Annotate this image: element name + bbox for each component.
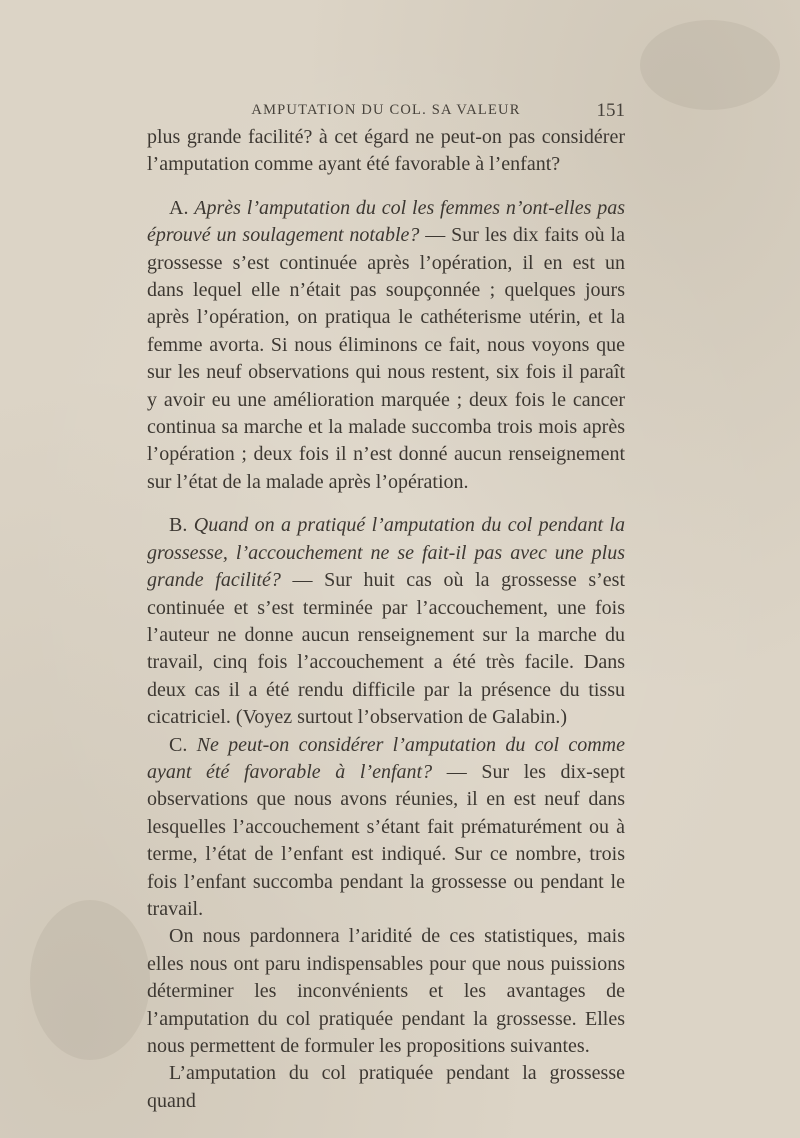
paragraph-section-c bbox=[147, 732, 625, 924]
text-run: — Sur les dix-sept observations que nous avons réunies, il en est neuf dans lesquelles l’accouchement s’étant fait prématurément ou à terme, l’état de l’enfant est indiqué. Sur ce nombre, trois fois l’enfant succomba pendant la grossesse ou pendant le travail. bbox=[147, 760, 625, 920]
paragraph-section-b bbox=[147, 512, 625, 731]
section-question: Ne peut-on considérer l’amputation du col comme ayant été favorable à l’enfant? bbox=[147, 733, 626, 783]
text-run: On nous pardonnera l’aridité de ces statistiques, mais elles nous ont paru indispensables pour que nous puissions déterminer les inconvénients et les avantages de l’amputation du col pratiquée pendant la grossesse. Elles nous permettent de formuler les propositions suivantes. bbox=[147, 925, 625, 1057]
running-title: AMPUTATION DU COL. SA VALEUR bbox=[251, 102, 521, 118]
text-run: — Sur huit cas où la grossesse s’est continuée et s’est terminée par l’accouchement, une fois l’auteur ne donne aucun renseignement sur la marche du travail, cinq fois l’accouchement a été très facile. Dans deux cas il a été rendu difficile par la présence du tissu cicatriciel. (Voyez surtout l’observation de Galabin.) bbox=[147, 569, 626, 729]
text-run: plus grande facilité? à cet égard ne peut-on pas considérer l’amputation comme ayant été favorable à l’enfant? bbox=[147, 126, 625, 176]
paper-stain bbox=[640, 20, 780, 110]
paragraph bbox=[147, 124, 625, 179]
paragraph bbox=[147, 923, 625, 1060]
text-run: — Sur les dix faits où la grossesse s’est continuée après l’opération, il en est un dans lequel elle n’était pas soupçonnée ; quelques jours après l’opération, on pratiqua le cathéterisme utérin, et la femme avorta. Si nous éliminons ce fait, nous voyons que sur les neuf observations qui nous restent, six fois il paraît y avoir eu une amélioration marquée ; deux fois le cancer continua sa marche et la malade succomba trois mois après l’opération ; deux fois il n’est donné aucun renseignement sur l’état de la malade après l’opération. bbox=[147, 224, 625, 493]
section-label: B. bbox=[169, 514, 194, 537]
body-text bbox=[147, 124, 625, 1115]
paragraph bbox=[147, 1060, 625, 1115]
paper-stain bbox=[30, 900, 150, 1060]
running-head bbox=[147, 100, 625, 124]
section-label: A. bbox=[169, 196, 195, 219]
section-question: Après l’amputation du col les femmes n’ont-elles pas éprouvé un soulagement notable? bbox=[147, 196, 625, 247]
text-run: L’amputation du col pratiquée pendant la grossesse quand bbox=[147, 1062, 625, 1112]
paragraph-section-a bbox=[147, 195, 625, 496]
section-question: Quand on a pratiqué l’amputation du col pendant la grossesse, l’accouchement ne se fait-il pas avec une plus grande facilité? bbox=[147, 514, 625, 592]
section-label: C. bbox=[169, 733, 197, 756]
page-number: 151 bbox=[596, 100, 625, 121]
